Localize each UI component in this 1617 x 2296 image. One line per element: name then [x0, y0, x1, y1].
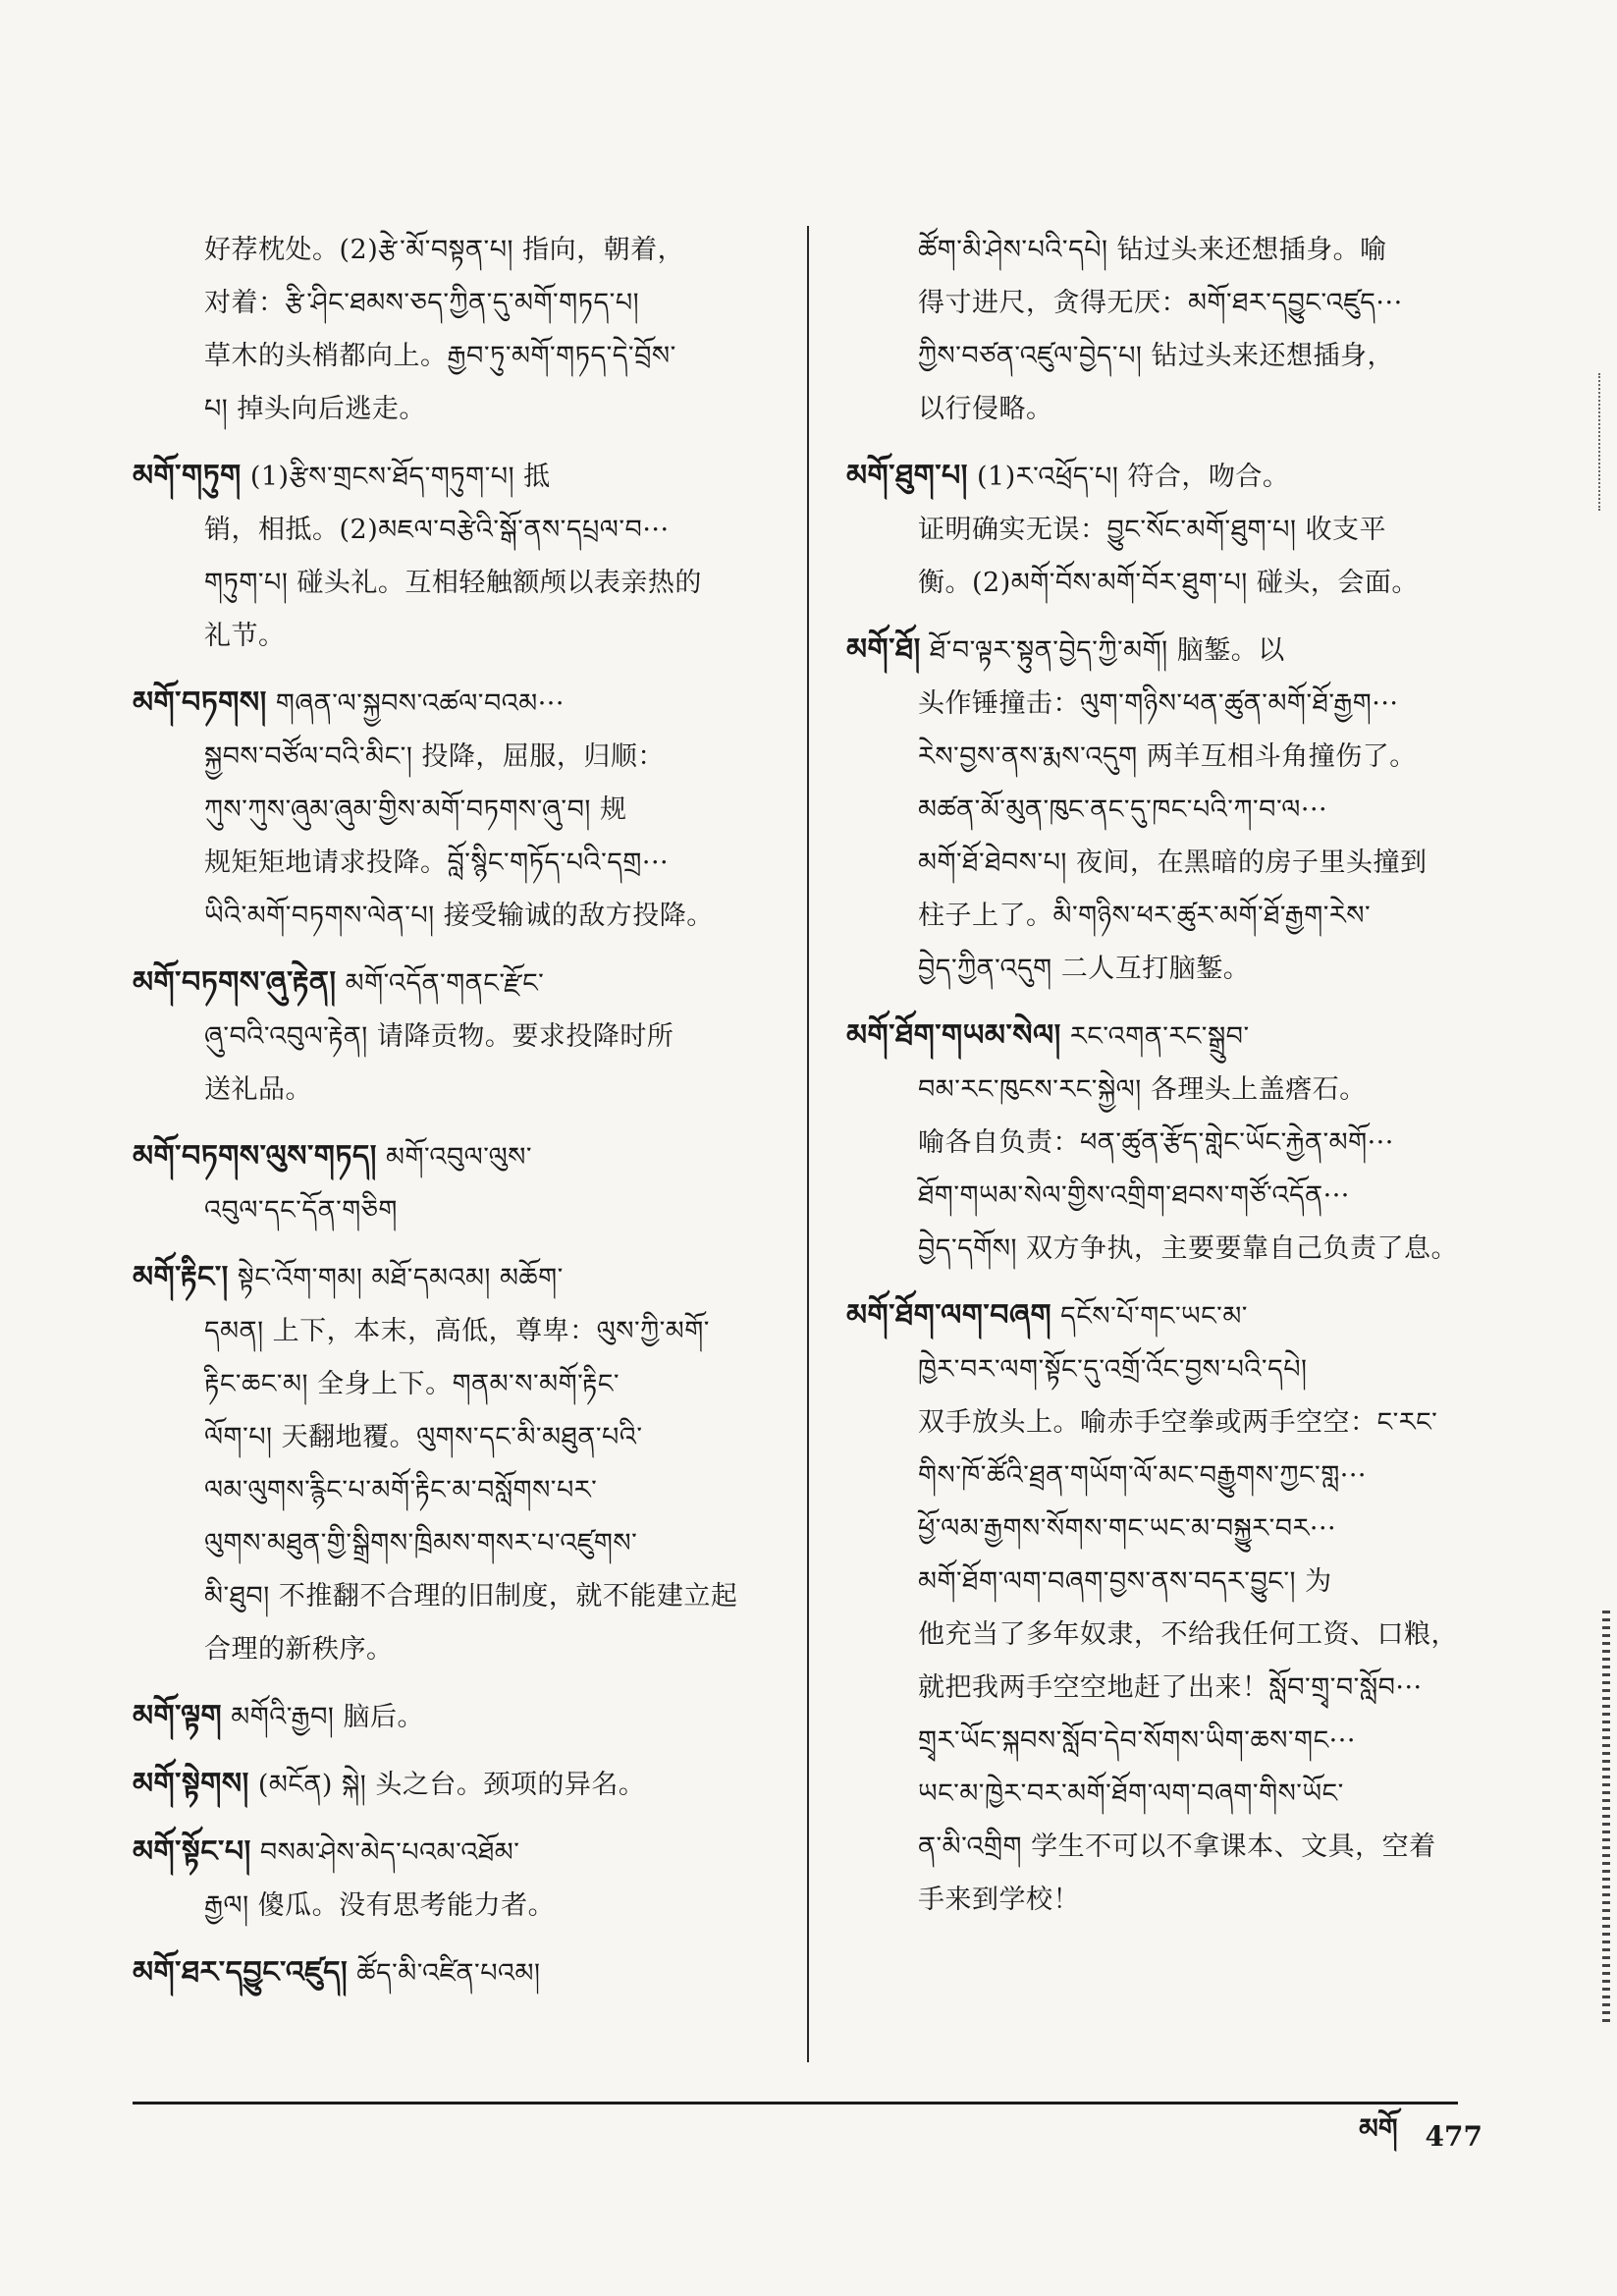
entry-line — [846, 1289, 1484, 1343]
entry-line — [133, 504, 781, 557]
entry-text: གཞན་ལ་སྐྱབས་འཚལ་བའམ··· — [266, 688, 565, 719]
entry-line — [846, 1396, 1484, 1449]
entry-line — [133, 1184, 781, 1237]
entry-line — [133, 1011, 781, 1064]
entry-line — [133, 784, 781, 837]
headword: མགོ་བཏགས་ལུས་གཏད། — [133, 1139, 377, 1174]
entry-line — [133, 1130, 781, 1184]
entry-text: 衡。(2)མགོ་བོས་མགོ་བོར་ཐུག་པ། 碰头，会面。 — [918, 568, 1419, 598]
entry-text: 送礼品。 — [204, 1074, 312, 1105]
headword: མགོ་སྟེགས། — [133, 1767, 249, 1801]
dictionary-entry — [133, 677, 781, 943]
entry-text: རྟིང་ཆང་མ། 全身上下。གནམ་ས་མགོ་རྟིང་ — [204, 1369, 620, 1399]
entry-text: 合理的新秩序。 — [204, 1634, 394, 1665]
entry-continuation — [133, 224, 781, 436]
entry-line — [846, 1662, 1484, 1715]
entry-line — [133, 1690, 781, 1744]
entry-line — [133, 1570, 781, 1623]
entry-line — [133, 957, 781, 1011]
entry-text: ཐོག་གཡམ་སེལ་གྱིས་འགྲིག་ཐབས་གཙོ་འདོན··· — [918, 1180, 1350, 1211]
edge-scan-marks — [1598, 373, 1608, 511]
dictionary-entry — [133, 1946, 781, 2000]
entry-line — [133, 1880, 781, 1933]
dictionary-entry — [846, 1289, 1484, 1927]
entry-text: 销，相抵。(2)མཇལ་བརྩེའི་སྒོ་ནས་དཔྲལ་བ··· — [204, 515, 670, 545]
entry-line — [133, 890, 781, 943]
entry-text: མི་ཐུབ། 不推翻不合理的旧制度，就不能建立起 — [204, 1581, 738, 1612]
entry-text: སྐྱབས་བཙོལ་བའི་མིང་། 投降，屈服，归顺： — [204, 741, 665, 772]
entry-line — [846, 624, 1484, 678]
entry-text: 得寸进尺，贪得无厌：མགོ་ཐར་དབྱུང་འཛུད··· — [918, 288, 1403, 318]
entry-line — [846, 943, 1484, 996]
entry-text: 好荐枕处。(2)རྩེ་མོ་བསྟན་པ། 指向，朝着， — [204, 235, 685, 265]
entry-text: 证明确实无误：བྱུང་སོང་མགོ་ཐུག་པ། 收支平 — [918, 515, 1387, 545]
entry-text: ཀུས་ཀུས་ཞུམ་ཞུམ་གྱིས་མགོ་བཏགས་ཞུ་བ། 规 — [204, 794, 627, 825]
entry-text: ཞུ་བའི་འབུལ་རྟེན། 请降贡物。要求投降时所 — [204, 1021, 674, 1052]
entry-text: ལུགས་མཐུན་གྱི་སྒྲིགས་ཁྲིམས་གསར་པ་འཛུགས་ — [204, 1528, 638, 1558]
entry-line — [846, 450, 1484, 504]
entry-text: (མངོན) སྐེ། 头之台。颈项的异名。 — [248, 1770, 646, 1800]
entry-text: ཚོག་མི་ཤེས་པའི་དཔེ། 钻过头来还想插身。喻 — [918, 235, 1387, 265]
headword: མགོ་བཏགས་ཞུ་རྟེན། — [133, 965, 337, 1000]
dictionary-entry — [846, 450, 1484, 610]
entry-text: ཚོད་མི་འཛིན་པའམ། — [348, 1958, 541, 1989]
entry-line — [846, 1556, 1484, 1609]
entry-text: ཡིའི་མགོ་བཏགས་ལེན་པ། 接受输诚的敌方投降。 — [204, 901, 714, 931]
entry-line — [133, 1305, 781, 1358]
headword: མགོ་བཏགས། — [133, 685, 267, 720]
headword: མགོ་རྟིང་། — [133, 1260, 229, 1294]
entry-text: ན་མི་འགྲིག 学生不可以不拿课本、文具，空着 — [918, 1831, 1436, 1862]
edge-binding-bar — [1602, 1611, 1610, 2023]
entry-text: རེས་བྱས་ནས་རྨས་འདུག 两羊互相斗角撞伤了。 — [918, 741, 1417, 772]
entry-text: མགོའི་རྒྱབ། 脑后。 — [222, 1702, 424, 1732]
dictionary-entry — [133, 1251, 781, 1676]
dictionary-entry — [133, 1758, 781, 1812]
entry-line — [846, 1449, 1484, 1503]
headword: མགོ་སྟོང་པ། — [133, 1834, 251, 1869]
entry-text: ཐོ་བ་ལྟར་སྟུན་བྱེད་ཀྱི་མགོ། 脑錾。以 — [920, 635, 1285, 666]
entry-line — [133, 330, 781, 383]
entry-text: པ། 掉头向后逃走。 — [204, 394, 426, 424]
entry-line — [846, 1874, 1484, 1927]
entry-line — [846, 330, 1484, 383]
headword: མགོ་ཐར་དབྱུང་འཛུད། — [133, 1955, 349, 1990]
entry-text: བམ་རང་ཁུངས་རང་སྐྱེལ། 各理头上盖瘩石。 — [918, 1074, 1367, 1105]
entry-text: 就把我两手空空地赶了出来！སློབ་གྲྭ་བ་སློབ··· — [918, 1672, 1423, 1703]
entry-text: (1)ར་འཕྲོད་པ། 符合，吻合。 — [967, 462, 1290, 492]
headword: མགོ་ཐུག་པ། — [846, 459, 968, 493]
entry-line — [133, 677, 781, 731]
entry-line — [846, 383, 1484, 436]
dictionary-entry — [133, 1826, 781, 1933]
entry-line — [846, 1768, 1484, 1821]
entry-line — [133, 1758, 781, 1812]
entry-line — [846, 1117, 1484, 1170]
entry-text: ཁྱེར་བར་ལག་སྟོང་དུ་འགྲོ་འོང་བྱས་པའི་དཔེ། — [918, 1354, 1308, 1385]
entry-text: ཕྱོ་ལམ་རྒྱགས་སོགས་གང་ཡང་མ་བསྐྱུར་བར··· — [918, 1513, 1337, 1544]
entry-line — [133, 1623, 781, 1676]
entry-text: 手来到学校！ — [918, 1885, 1080, 1915]
entry-line — [133, 1251, 781, 1305]
entry-text: འབུལ་དང་དོན་གཅིག — [204, 1195, 398, 1226]
entry-line — [133, 450, 781, 504]
entry-text: བསམ་ཤེས་མེད་པའམ་འཐོམ་ — [250, 1837, 520, 1868]
entry-line — [133, 1358, 781, 1411]
entry-text: 双手放头上。喻赤手空拳或两手空空：ང་རང་ — [918, 1407, 1438, 1438]
entry-line — [133, 1826, 781, 1880]
entry-text: 他充当了多年奴隶，不给我任何工资、口粮， — [918, 1619, 1458, 1650]
entry-text: མཚན་མོ་མུན་ཁུང་ནང་དུ་ཁང་པའི་ཀ་བ་ལ··· — [918, 794, 1328, 825]
entry-continuation — [846, 224, 1484, 436]
entry-line — [846, 1503, 1484, 1556]
entry-text: ལོག་པ། 天翻地覆。ལུགས་དང་མི་མཐུན་པའི་ — [204, 1422, 643, 1452]
entry-text: དམན། 上下，本末，高低，尊卑：ལུས་ཀྱི་མགོ་ — [204, 1316, 710, 1346]
entry-text: བྱེད་ཀྱིན་འདུག 二人互打脑錾。 — [918, 954, 1251, 984]
entry-text: 柱子上了。མི་གཉིས་ཕར་ཚུར་མགོ་ཐོ་རྒྱག་རེས་ — [918, 901, 1372, 931]
entry-line — [133, 277, 781, 330]
entry-text: མགོ་འབུལ་ལུས་ — [376, 1142, 533, 1173]
entry-line — [846, 1064, 1484, 1117]
entry-text: གྲྭར་ཡོང་སྐབས་སློབ་དེབ་སོགས་ཡིག་ཆས་གང··· — [918, 1725, 1356, 1756]
dictionary-entry — [846, 624, 1484, 996]
entry-text: མགོ་ཐོ་ཐེབས་པ། 夜间，在黑暗的房子里头撞到 — [918, 847, 1428, 878]
entry-line — [846, 678, 1484, 731]
dictionary-entry — [133, 450, 781, 663]
entry-text: 以行侵略。 — [918, 394, 1053, 424]
entry-line — [846, 837, 1484, 890]
entry-text: བྱེད་དགོས། 双方争执，主要要靠自己负责了息。 — [918, 1233, 1459, 1264]
entry-line — [133, 557, 781, 610]
entry-text: 礼节。 — [204, 621, 286, 651]
entry-line — [133, 224, 781, 277]
entry-text: (1)རྩིས་གྲངས་ཐོད་གཏུག་པ། 抵 — [241, 462, 551, 492]
entry-text: 喻各自负责：ཕན་ཚུན་རྩོད་གླེང་ཡོང་རྐྱེན་མགོ··· — [918, 1127, 1394, 1158]
entry-line — [133, 1517, 781, 1570]
dictionary-entry — [133, 1130, 781, 1237]
running-head: མགོ — [1359, 2111, 1398, 2145]
entry-text: གཏུག་པ། 碰头礼。互相轻触额颅以表亲热的 — [204, 568, 702, 598]
entry-line — [846, 224, 1484, 277]
dictionary-entry — [133, 1690, 781, 1744]
entry-line — [846, 1609, 1484, 1662]
entry-text: ཀྱིས་བཙན་འཛུལ་བྱེད་པ། 钻过头来还想插身， — [918, 341, 1394, 371]
entry-line — [846, 1170, 1484, 1223]
entry-text: སྟེང་འོག་གམ། མཐོ་དམའམ། མཆོག་ — [228, 1263, 564, 1293]
dictionary-entry — [133, 957, 781, 1117]
bottom-rule — [133, 2102, 1458, 2105]
entry-line — [133, 383, 781, 436]
column-divider — [807, 226, 809, 2062]
entry-line — [846, 277, 1484, 330]
entry-text: 草木的头梢都向上。རྒྱབ་ཏུ་མགོ་གཏད་དེ་བྲོས་ — [204, 341, 676, 371]
entry-line — [846, 1223, 1484, 1276]
headword: མགོ་ལྟག — [133, 1699, 223, 1733]
entry-line — [133, 610, 781, 663]
entry-line — [846, 1715, 1484, 1768]
entry-line — [133, 1464, 781, 1517]
entry-line — [133, 1946, 781, 2000]
page-number: 477 — [1425, 2119, 1482, 2153]
entry-line — [846, 1010, 1484, 1064]
entry-line — [846, 1343, 1484, 1396]
entry-line — [846, 784, 1484, 837]
entry-text: རྒྱལ། 傻瓜。没有思考能力者。 — [204, 1890, 556, 1921]
entry-line — [133, 1411, 781, 1464]
entry-line — [846, 1821, 1484, 1874]
dictionary-entry — [846, 1010, 1484, 1276]
headword: མགོ་ཐོ། — [846, 632, 921, 667]
entry-line — [846, 557, 1484, 610]
entry-text: མགོ་ཐོག་ལག་བཞག་བྱས་ནས་བདར་བྱུང་། 为 — [918, 1566, 1332, 1597]
headword: མགོ་གཏུག — [133, 459, 242, 493]
entry-line — [133, 837, 781, 890]
entry-text: 头作锤撞击：ལུག་གཉིས་ཕན་ཚུན་མགོ་ཐོ་རྒྱག··· — [918, 688, 1399, 719]
page-footer — [1227, 2111, 1482, 2160]
entry-text: རང་འགན་རང་སྒྲུབ་ — [1060, 1021, 1250, 1052]
entry-line — [846, 731, 1484, 784]
entry-text: 规矩矩地请求投降。བློ་སྙིང་གཏོད་པའི་དགྲ··· — [204, 847, 670, 878]
headword: མགོ་ཐོག་གཡམ་སེལ། — [846, 1018, 1061, 1053]
right-column — [846, 224, 1484, 1941]
entry-line — [133, 731, 781, 784]
entry-text: 对着：རྩི་ཤིང་ཐམས་ཅད་ཀྱིན་དུ་མགོ་གཏད་པ། — [204, 288, 640, 318]
entry-line — [133, 1064, 781, 1117]
entry-line — [846, 890, 1484, 943]
entry-text: དངོས་པོ་གང་ཡང་མ་ — [1051, 1301, 1248, 1332]
entry-text: གིས་ཁོ་ཚོའི་ཐྲན་གཡོག་ལོ་མང་བརྒྱུགས་ཀྱང་གླ··· — [918, 1460, 1367, 1491]
entry-line — [846, 504, 1484, 557]
entry-text: ལམ་ལུགས་རྙིང་པ་མགོ་རྟིང་མ་བསློགས་པར་ — [204, 1475, 598, 1505]
entry-text: ཡང་མ་ཁྱེར་བར་མགོ་ཐོག་ལག་བཞག་གིས་ཡོང་ — [918, 1778, 1344, 1809]
headword: མགོ་ཐོག་ལག་བཞག — [846, 1298, 1052, 1333]
left-column — [133, 224, 781, 2014]
entry-text: མགོ་འདོན་གནང་རྫོང་ — [336, 968, 545, 999]
